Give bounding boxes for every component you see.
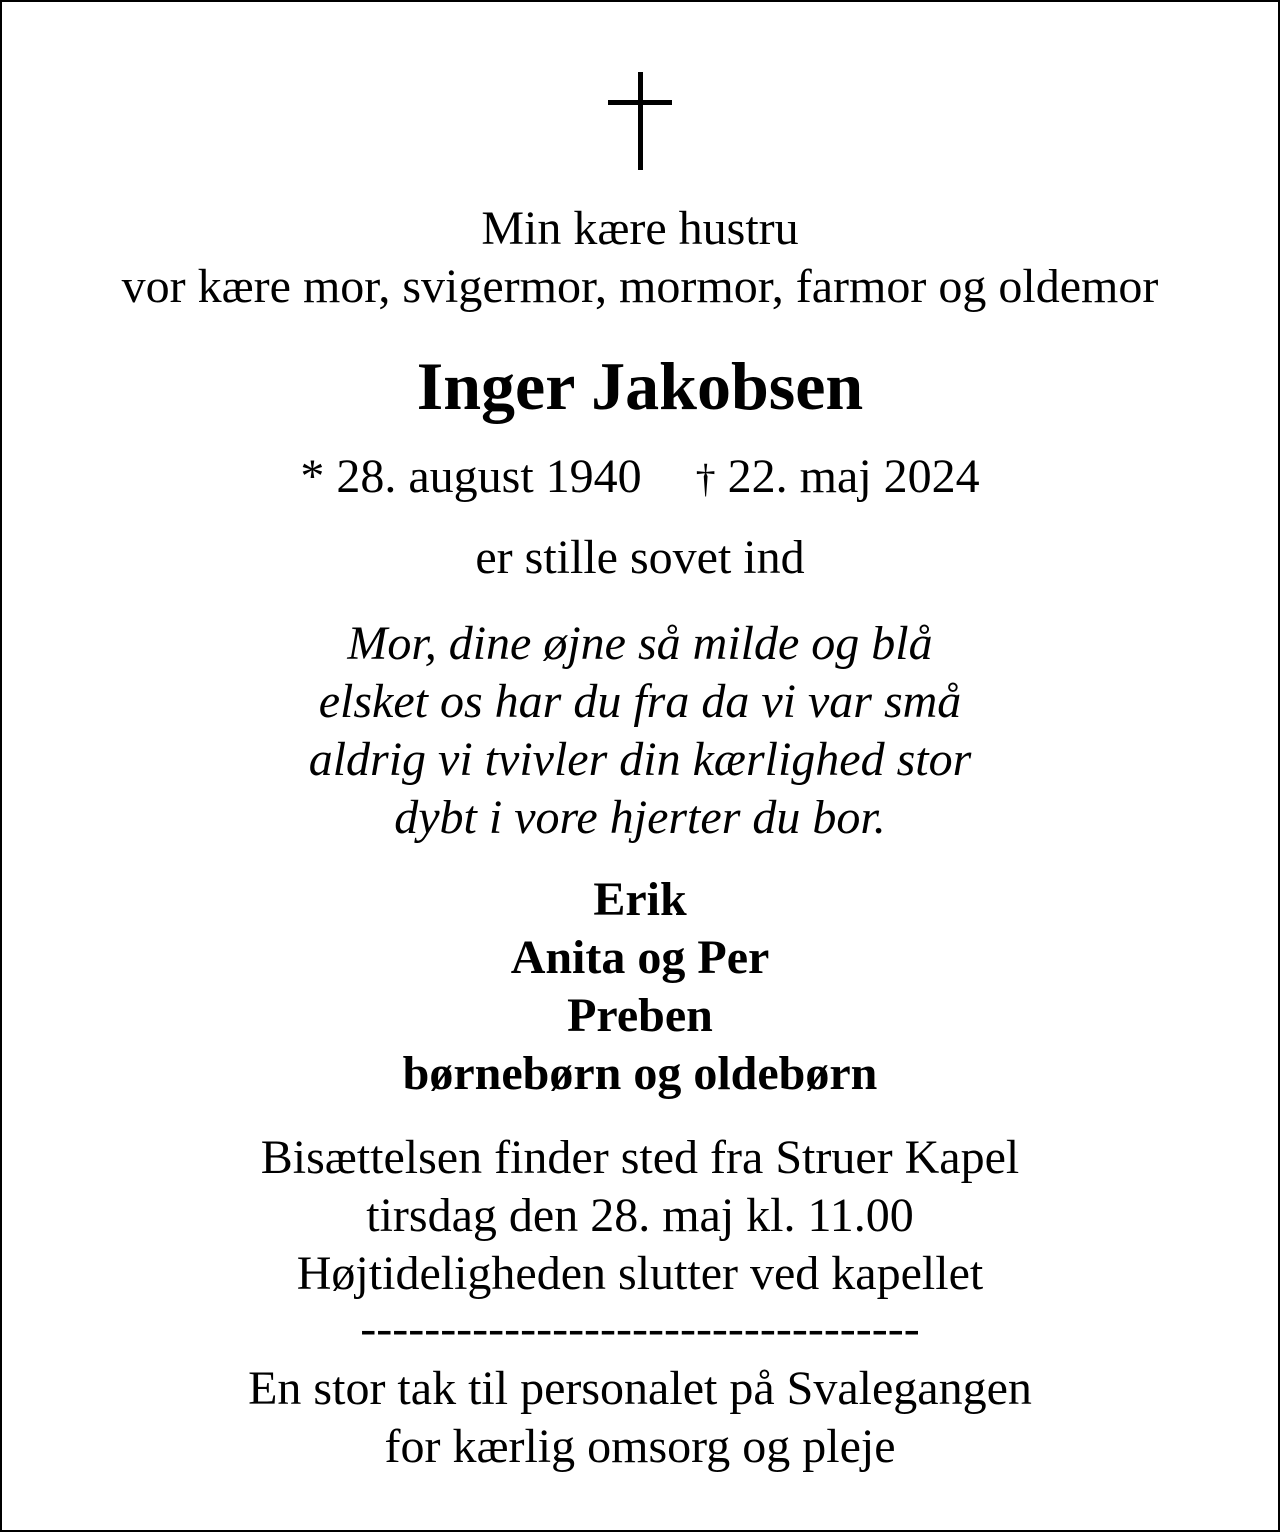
family-member-3: Preben [567, 989, 713, 1042]
funeral-line-3: Højtideligheden slutter ved kapellet [296, 1247, 984, 1300]
thanks-line-1: En stor tak til personalet på Svalegangen [248, 1362, 1032, 1415]
thanks-line-2: for kærlig omsorg og pleje [384, 1420, 896, 1473]
divider: ----------------------------------- [360, 1302, 920, 1355]
intro-line-2: vor kære mor, svigermor, mormor, farmor og oldemor [121, 260, 1159, 313]
poem-line-1: Mor, dine øjne så milde og blå [347, 617, 933, 670]
poem-line-3: aldrig vi tvivler din kærlighed stor [308, 733, 972, 786]
birth-date: 28. august 1940 [336, 450, 642, 503]
passing-text: er stille sovet ind [475, 531, 805, 584]
funeral-line-1: Bisættelsen finder sted fra Struer Kapel [260, 1131, 1020, 1184]
cross-icon [605, 72, 675, 170]
funeral-line-2: tirsdag den 28. maj kl. 11.00 [366, 1189, 914, 1242]
birth-symbol: * [300, 450, 325, 503]
poem-line-2: elsket os har du fra da vi var små [318, 675, 962, 728]
deceased-name: Inger Jakobsen [416, 348, 864, 424]
family-member-4: børnebørn og oldebørn [402, 1047, 878, 1100]
death-date: 22. maj 2024 [727, 450, 980, 503]
life-dates [2, 448, 1278, 508]
dagger-icon: † [695, 456, 716, 501]
family-member-2: Anita og Per [510, 931, 770, 984]
family-member-1: Erik [593, 873, 687, 926]
poem-line-4: dybt i vore hjerter du bor. [394, 791, 886, 844]
intro-line-1: Min kære hustru [481, 202, 799, 255]
